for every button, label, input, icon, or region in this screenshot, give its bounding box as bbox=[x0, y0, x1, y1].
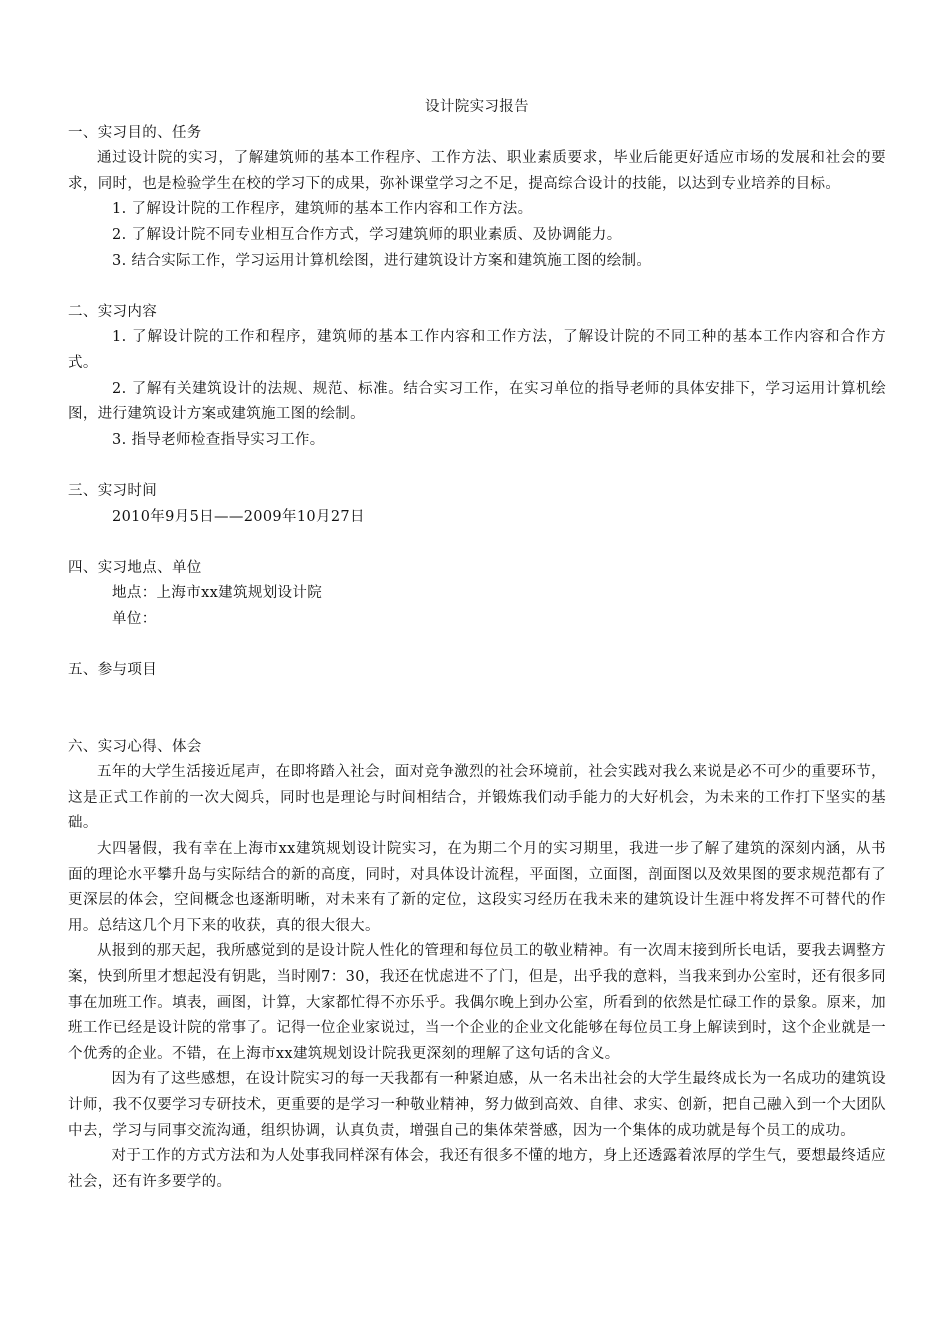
section-heading-time: 三、实习时间 bbox=[68, 482, 158, 499]
section-heading-reflections: 六、实习心得、体会 bbox=[68, 738, 202, 755]
list-item: 1. 了解设计院的工作和程序，建筑师的基本工作内容和工作方法，了解设计院的不同工种的基本工作内容和合作方式。 bbox=[68, 329, 886, 371]
section-heading-content: 二、实习内容 bbox=[68, 303, 158, 320]
unit-line: 单位： bbox=[112, 610, 157, 627]
list-item: 2. 了解有关建筑设计的法规、规范、标准。结合实习工作，在实习单位的指导老师的具体安排下，学习运用计算机绘图，进行建筑设计方案或建筑施工图的绘制。 bbox=[68, 380, 886, 423]
spacer bbox=[68, 632, 886, 658]
section-heading-location: 四、实习地点、单位 bbox=[68, 559, 202, 576]
spacer bbox=[68, 453, 886, 479]
section-paragraph: 五年的大学生活接近尾声，在即将踏入社会，面对竞争激烈的社会环境前，社会实践对我么来说是必不可少的重要环节，这是正式工作前的一次大阅兵，同时也是理论与时间相结合，并锻炼我们动手能力的大好机会，为未来的工作打下坚实的基础。 bbox=[68, 764, 886, 832]
section-paragraph: 通过设计院的实习，了解建筑师的基本工作程序、工作方法、职业素质要求，毕业后能更好适应市场的发展和社会的要求，同时，也是检验学生在校的学习下的成果，弥补课堂学习之不足，提高综合设计的技能，以达到专业培养的目标。 bbox=[68, 150, 886, 192]
list-item: 3. 结合实际工作，学习运用计算机绘图，进行建筑设计方案和建筑施工图的绘制。 bbox=[112, 252, 652, 269]
document-title: 设计院实习报告 bbox=[425, 99, 529, 115]
internship-dates: 2010年9月5日——2009年10月27日 bbox=[112, 508, 365, 525]
section-paragraph: 对于工作的方式方法和为人处事我同样深有体会，我还有很多不懂的地方，身上还透露着浓厚的学生气，要想最终适应社会，还有许多要学的。 bbox=[68, 1148, 886, 1190]
section-paragraph: 因为有了这些感想，在设计院实习的每一天我都有一种紧迫感，从一名未出社会的大学生最终成长为一名成功的建筑设计师，我不仅要学习专研技术，更重要的是学习一种敬业精神，努力做到高效、自律、求实、创新，把自己融入到一个大团队中去，学习与同事交流沟通，组织协调，认真负责，增强自己的集体荣誉感，因为一个集体的成功就是每个员工的成功。 bbox=[68, 1071, 886, 1139]
list-item: 2. 了解设计院不同专业相互合作方式，学习建筑师的职业素质、及协调能力。 bbox=[112, 226, 622, 243]
document-page bbox=[68, 95, 886, 1195]
section-paragraph: 大四暑假，我有幸在上海市xx建筑规划设计院实习，在为期二个月的实习期里，我进一步了解了建筑的深刻内涵，从书面的理论水平攀升岛与实际结合的新的高度，同时，对具体设计流程，平面图，立面图，剖面图以及效果图的要求规范都有了更深层的体会，空间概念也逐渐明晰，对未来有了新的定位，这段实习经历在我未来的建筑设计生涯中将发挥不可替代的作用。总结这几个月下来的收获，真的很大很大。 bbox=[68, 841, 886, 934]
section-heading-purpose: 一、实习目的、任务 bbox=[68, 124, 202, 141]
spacer bbox=[68, 684, 886, 735]
list-item: 1. 了解设计院的工作程序，建筑师的基本工作内容和工作方法。 bbox=[112, 201, 533, 218]
section-paragraph: 从报到的那天起，我所感觉到的是设计院人性化的管理和每位员工的敬业精神。有一次周末接到所长电话，要我去调整方案，快到所里才想起没有钥匙，当时刚7：30，我还在忧虑进不了门，但是，出乎我的意料，当我来到办公室时，还有很多同事在加班工作。填表，画图，计算，大家都忙得不亦乐乎。我偶尔晚上到办公室，所看到的依然是忙碌工作的景象。原来，加班工作已经是设计院的常事了。记得一位企业家说过，当一个企业的企业文化能够在每位员工身上解读到时，这个企业就是一个优秀的企业。不错，在上海市xx建筑规划设计院我更深刻的理解了这句话的含义。 bbox=[68, 943, 886, 1062]
section-heading-projects: 五、参与项目 bbox=[68, 662, 158, 679]
list-item: 3. 指导老师检查指导实习工作。 bbox=[112, 431, 325, 448]
spacer bbox=[68, 530, 886, 556]
location-line: 地点：上海市xx建筑规划设计院 bbox=[112, 585, 323, 602]
spacer bbox=[68, 274, 886, 300]
